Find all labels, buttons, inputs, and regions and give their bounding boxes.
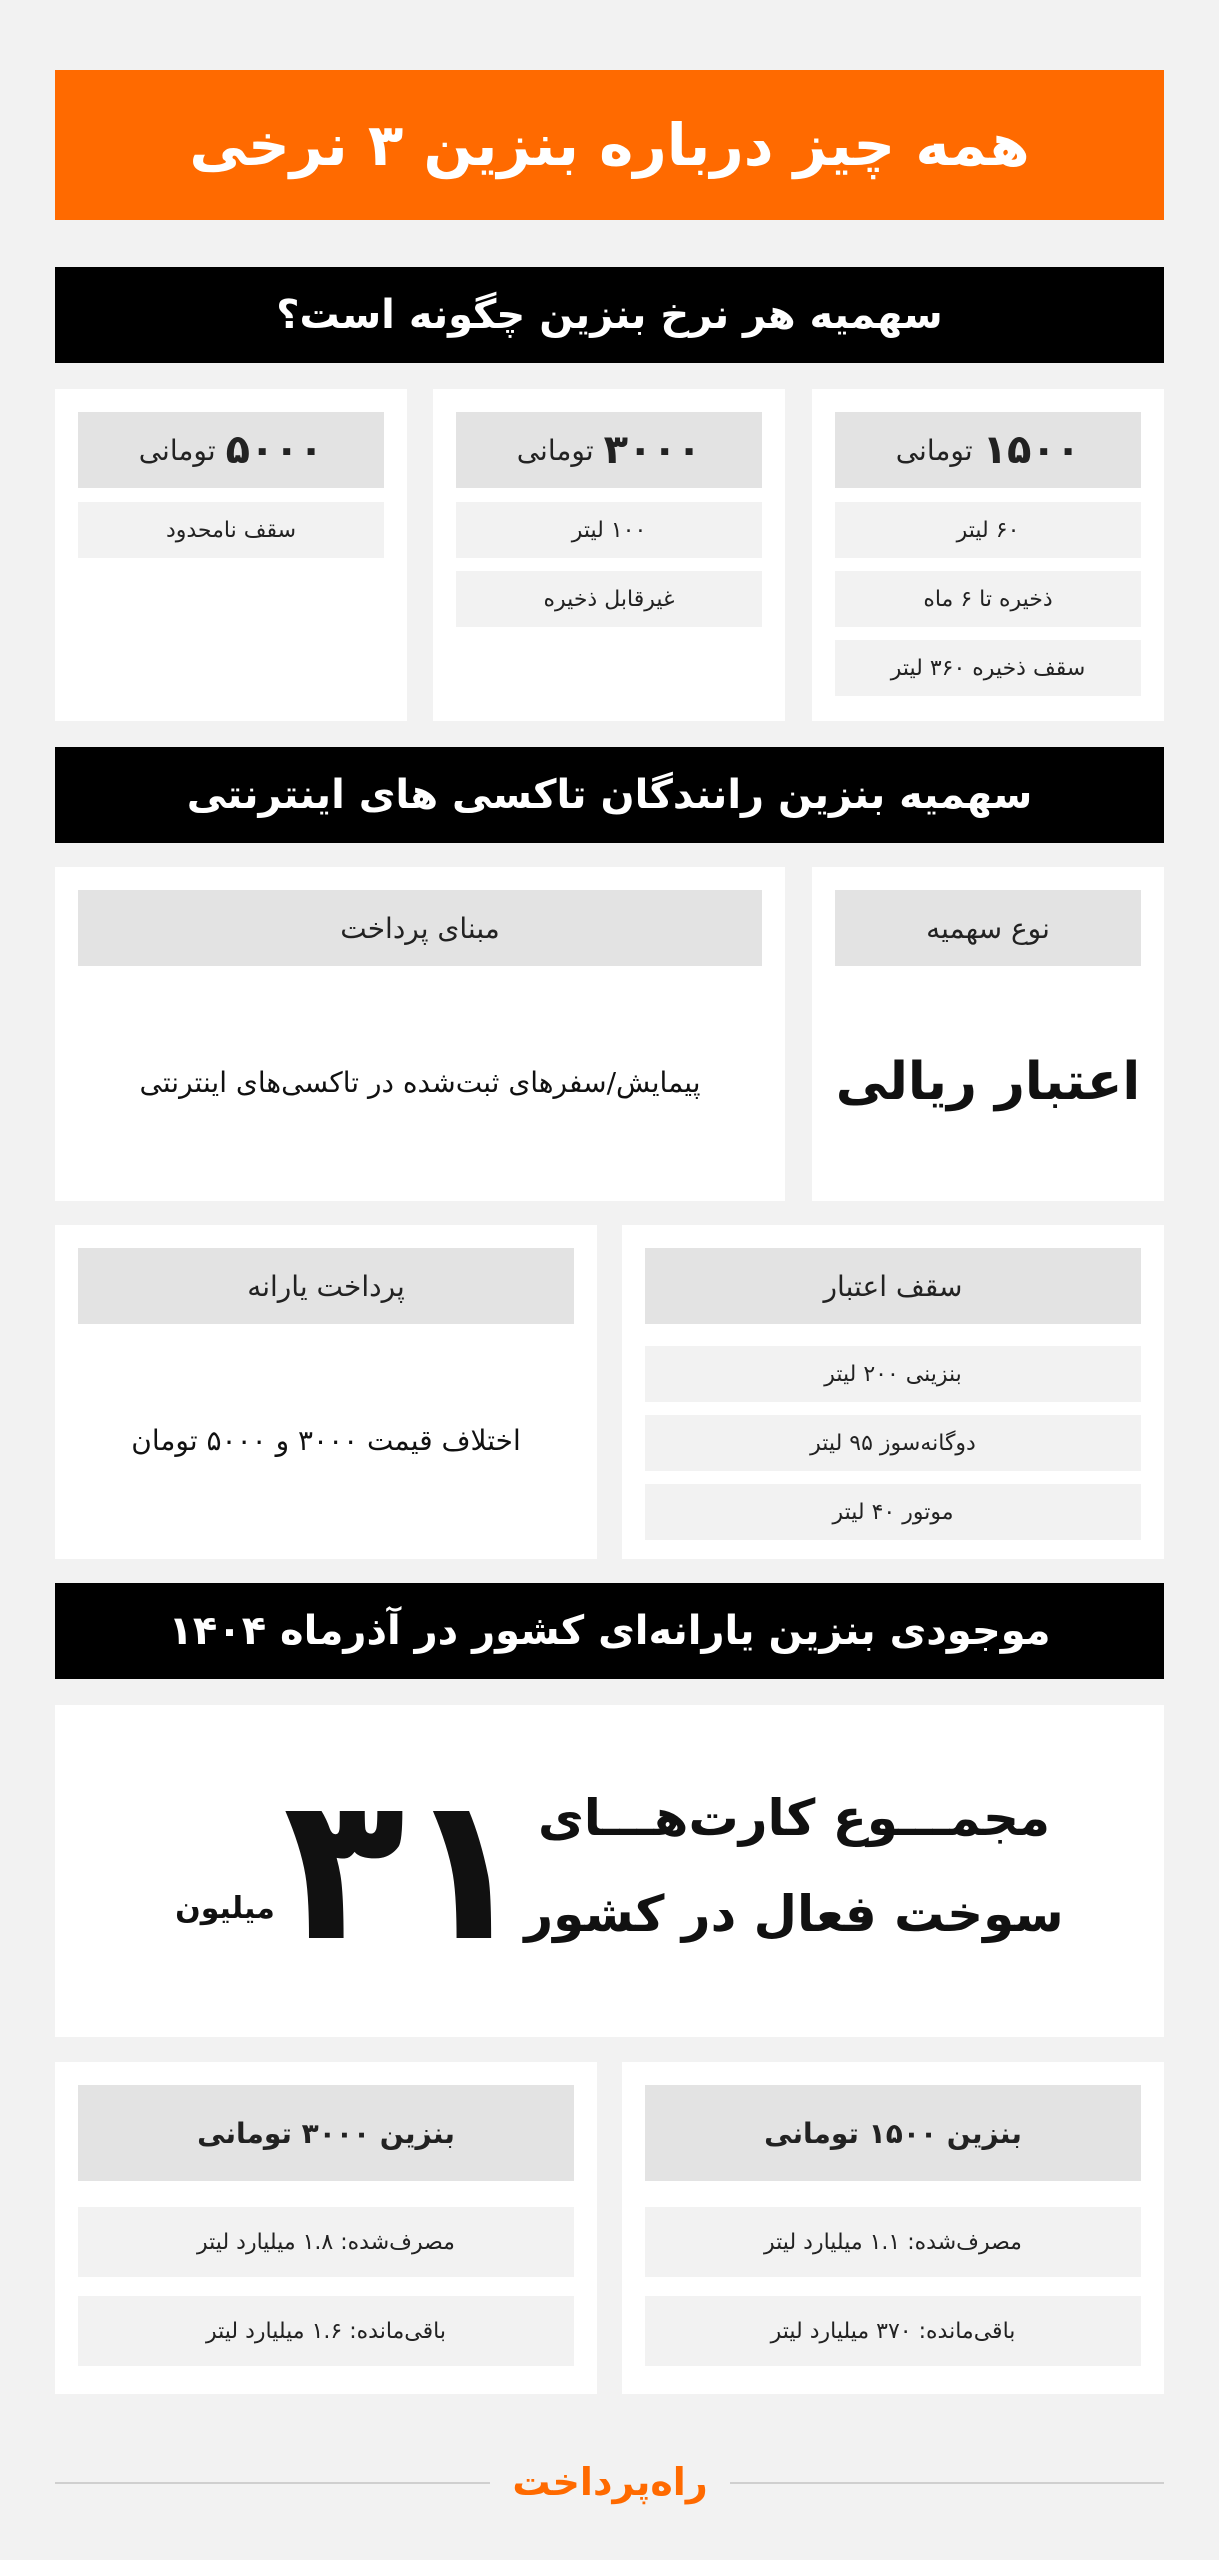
- fuel-cards-text-line1: مجمـــوع کارت‌هـــای: [537, 1789, 1051, 1847]
- card-5000-unit: تومانی: [138, 433, 216, 467]
- card-1500-head: [835, 412, 1141, 488]
- fuel-cards-text-line2: سوخت فعال در کشور: [524, 1885, 1064, 1943]
- subsidy-label: پرداخت یارانه: [78, 1248, 574, 1324]
- credit-cap-card: [622, 1225, 1164, 1559]
- card-1500-row: ۶۰ لیتر: [835, 502, 1141, 558]
- credit-cap-row: بنزینی ۲۰۰ لیتر: [645, 1346, 1141, 1402]
- card-5000-head: [78, 412, 384, 488]
- footer-divider-left: [55, 2482, 490, 2484]
- fuel-cards-total-card: [55, 1705, 1164, 2037]
- credit-cap-label: سقف اعتبار: [645, 1248, 1141, 1324]
- brand-logo: راه‌پرداخت: [512, 2460, 708, 2504]
- section-title-inventory: موجودی بنزین یارانه‌ای کشور در آذرماه ۱۴۰۴: [55, 1583, 1164, 1679]
- subsidy-value: اختلاف قیمت ۳۰۰۰ و ۵۰۰۰ تومان: [131, 1423, 521, 1457]
- fuel-cards-number: ۳۱: [282, 1753, 528, 1986]
- fuel-cards-unit: میلیون: [175, 1890, 275, 1926]
- card-1500: [812, 389, 1164, 721]
- card-3000-head: [456, 412, 762, 488]
- card-1500-price: ۱۵۰۰: [982, 427, 1081, 473]
- fuel-3000-label: بنزین ۳۰۰۰ تومانی: [78, 2085, 574, 2181]
- fuel-1500-remaining: باقی‌مانده: ۳۷۰ میلیارد لیتر: [645, 2296, 1141, 2366]
- card-1500-unit: تومانی: [895, 433, 973, 467]
- fuel-cards-text: [524, 1770, 1064, 1962]
- card-1500-row: ذخیره تا ۶ ماه: [835, 571, 1141, 627]
- credit-cap-row: موتور ۴۰ لیتر: [645, 1484, 1141, 1540]
- payment-basis-label: مبنای پرداخت: [78, 890, 762, 966]
- section-title-quota: سهمیه هر نرخ بنزین چگونه است؟: [55, 267, 1164, 363]
- fuel-1500-label: بنزین ۱۵۰۰ تومانی: [645, 2085, 1141, 2181]
- quota-type-label: نوع سهمیه: [835, 890, 1141, 966]
- card-3000-row: غیرقابل ذخیره: [456, 571, 762, 627]
- quota-type-card: [812, 867, 1164, 1201]
- credit-cap-row: دوگانه‌سوز ۹۵ لیتر: [645, 1415, 1141, 1471]
- card-5000-price: ۵۰۰۰: [225, 427, 324, 473]
- fuel-3000-used: مصرف‌شده: ۱.۸ میلیارد لیتر: [78, 2207, 574, 2277]
- payment-basis-card: [55, 867, 785, 1201]
- section-title-taxi: سهمیه بنزین رانندگان تاکسی های اینترنتی: [55, 747, 1164, 843]
- subsidy-card: [55, 1225, 597, 1559]
- card-3000-price: ۳۰۰۰: [603, 427, 702, 473]
- fuel-3000-remaining: باقی‌مانده: ۱.۶ میلیارد لیتر: [78, 2296, 574, 2366]
- quota-type-value: اعتبار ریالی: [835, 1052, 1141, 1112]
- fuel-1500-card: [622, 2062, 1164, 2394]
- fuel-3000-card: [55, 2062, 597, 2394]
- payment-basis-value: پیمایش/سفرهای ثبت‌شده در تاکسی‌های اینترنتی: [139, 1065, 701, 1099]
- page-title: همه چیز درباره بنزین ۳ نرخی: [55, 70, 1164, 220]
- fuel-1500-used: مصرف‌شده: ۱.۱ میلیارد لیتر: [645, 2207, 1141, 2277]
- card-5000-row: سقف نامحدود: [78, 502, 384, 558]
- card-5000: [55, 389, 407, 721]
- footer-divider-right: [730, 2482, 1164, 2484]
- card-3000-row: ۱۰۰ لیتر: [456, 502, 762, 558]
- card-3000: [433, 389, 785, 721]
- card-3000-unit: تومانی: [516, 433, 594, 467]
- card-1500-row: سقف ذخیره ۳۶۰ لیتر: [835, 640, 1141, 696]
